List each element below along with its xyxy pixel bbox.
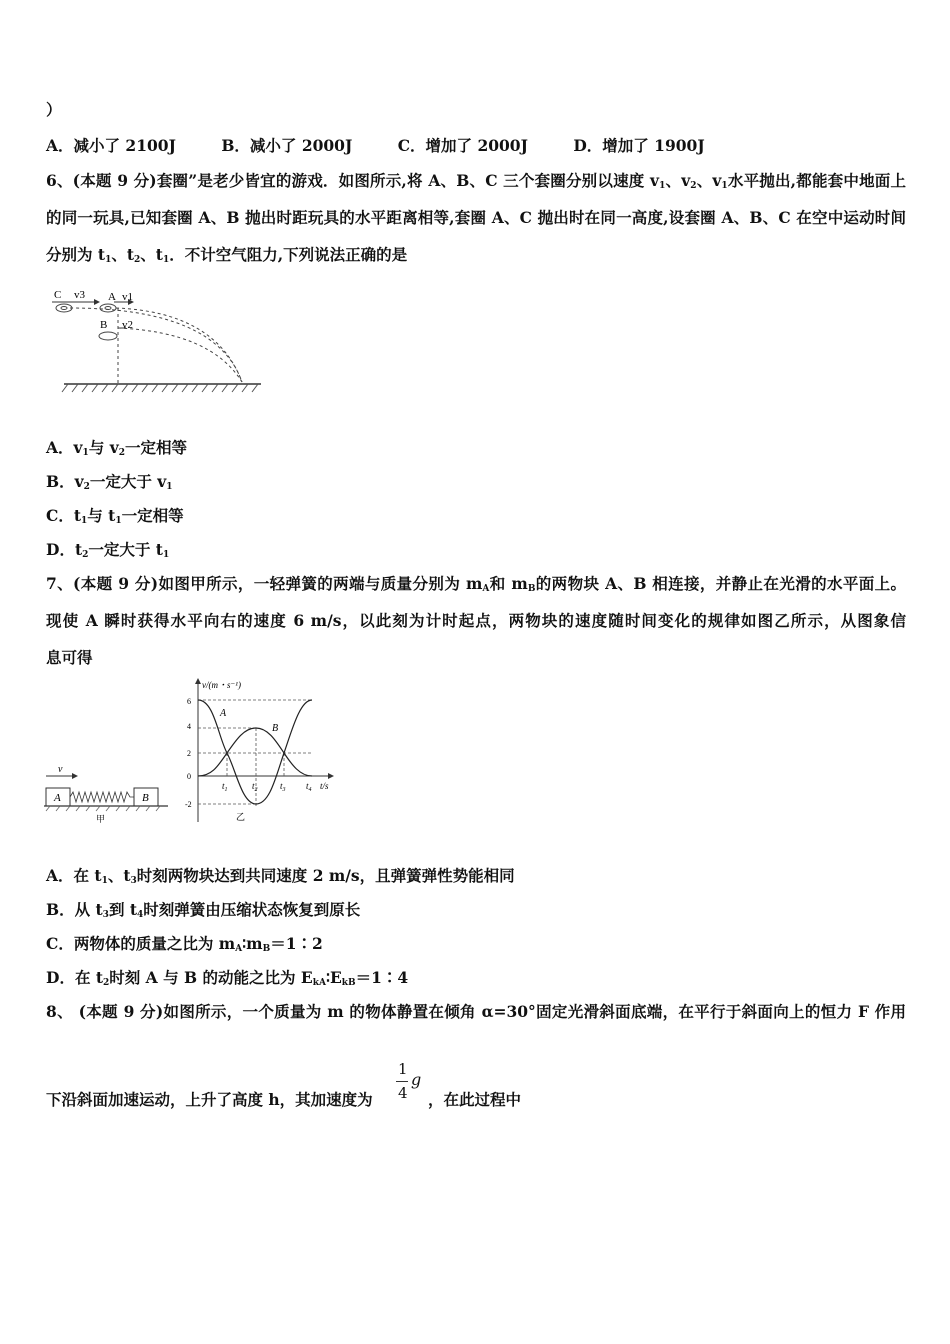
q5-options — [46, 136, 745, 156]
option-text: 减小了 2000J — [249, 136, 353, 155]
caption-yi: 乙 — [236, 812, 246, 822]
q6-option-a[interactable]: A．$v_1$与 $v_2$一定相等 — [46, 438, 187, 458]
t4-label: $t_4$ — [306, 781, 312, 793]
y-tick-neg2: -2 — [185, 800, 192, 809]
trajectory-c — [70, 308, 242, 382]
y-tick-4: 4 — [187, 722, 191, 731]
q7-stem-line1: 7、(本题 9 分)如图甲所示，一轻弹簧的两端与质量分别为 $m_A$和 $m_B$的两物块 A、B 相连接，并静止在光滑的水平面上。 — [46, 574, 906, 594]
option-label: C． — [397, 136, 426, 155]
spring — [70, 792, 134, 802]
frac-denominator: 4 — [398, 1084, 408, 1102]
q7-stem-line3: 息可得 — [46, 648, 93, 667]
curve-label-a: A — [220, 708, 227, 719]
q5-option-a[interactable] — [46, 136, 176, 156]
q7-figure-yi — [184, 676, 344, 826]
trajectory-a — [116, 308, 242, 382]
ring-a — [100, 304, 116, 312]
q6-stem-line2: 的同一玩具,已知套圈 A、B 抛出时距玩具的水平距离相等,套圈 A、C 抛出时在同一高度,设套圈 A、B、C 在空中运动时间 — [46, 208, 906, 227]
option-label: A． — [46, 136, 74, 155]
t3-label: $t_3$ — [280, 781, 286, 793]
label-a: A — [108, 291, 116, 303]
curve-b — [198, 728, 312, 776]
x-axis-label: t/s — [320, 781, 329, 791]
t2-label: $t_2$ — [252, 781, 258, 793]
label-a: A — [54, 792, 61, 804]
q6-option-c[interactable]: C．$t_1$与 $t_1$一定相等 — [46, 506, 184, 526]
t1-label: $t_1$ — [222, 781, 228, 793]
frac-bar — [396, 1081, 408, 1082]
q8-stem-line2-b: ，在此过程中 — [428, 1090, 522, 1109]
frac-numerator: 1 — [398, 1060, 408, 1078]
q8-stem-line1: 8、 (本题 9 分)如图所示，一个质量为 m 的物体静置在倾角 α=30°固定光滑斜面底端，在平行于斜面向上的恒力 F 作用 — [46, 1002, 906, 1021]
q6-ring-toss-figure — [46, 284, 266, 396]
ground-hatching — [62, 384, 258, 392]
q6-stem-line3: 分别为 $t_1$、$t_2$、$t_1$．不计空气阻力,下列说法正确的是 — [46, 245, 408, 265]
y-axis-label: v/(m・s⁻¹) — [202, 680, 241, 690]
frac-g: g — [411, 1070, 422, 1089]
option-text: 减小了 2100J — [73, 136, 176, 155]
trajectory-b — [118, 328, 242, 382]
q6-option-d[interactable]: D．$t_2$一定大于 $t_1$ — [46, 540, 170, 560]
label-v1: v1 — [122, 291, 133, 303]
label-v2: v2 — [122, 319, 133, 331]
q8-acceleration-fraction — [396, 1060, 426, 1110]
q7-option-d[interactable]: D．在 $t_2$时刻 A 与 B 的动能之比为 $E_{kA}∶E_{kB}=1∶4$ — [46, 968, 409, 988]
option-label: D． — [573, 136, 603, 155]
label-v3: v3 — [74, 289, 85, 301]
option-text: 增加了 1900J — [602, 136, 705, 155]
y-tick-6: 6 — [187, 697, 191, 706]
caption-jia: 甲 — [96, 814, 106, 824]
q6-stem-line1: 6、(本题 9 分)套圈”是老少皆宜的游戏．如图所示,将 A、B、C 三个套圈分别以速度 $v_1$、$v_2$、$v_1$水平抛出,都能套中地面上 — [46, 171, 906, 191]
label-b: B — [142, 792, 149, 804]
q7-option-a[interactable]: A．在 $t_1$、$t_3$时刻两物块达到共同速度 2 m/s，且弹簧弹性势能相同 — [46, 866, 515, 886]
y-tick-0: 0 — [187, 772, 191, 781]
label-b: B — [100, 319, 108, 331]
y-tick-2: 2 — [187, 749, 191, 758]
option-label: B． — [221, 136, 250, 155]
q5-option-b[interactable] — [221, 136, 352, 156]
q8-stem-line2-a: 下沿斜面加速运动，上升了高度 h，其加速度为 — [46, 1090, 373, 1109]
q7-figure-jia — [44, 760, 172, 828]
q5-option-c[interactable] — [398, 136, 528, 156]
ring-b — [99, 332, 117, 340]
q7-stem-line2: 现使 A 瞬时获得水平向右的速度 6 m/s，以此刻为计时起点，两物块的速度随时间变化的规律如图乙所示，从图象信 — [46, 611, 906, 630]
ring-c — [56, 304, 72, 312]
curve-label-b: B — [272, 723, 279, 734]
label-c: C — [54, 289, 62, 301]
option-text: 增加了 2000J — [425, 136, 528, 155]
prev-question-tail: ） — [46, 100, 62, 119]
label-v: v — [58, 764, 63, 775]
q5-option-d[interactable] — [573, 136, 704, 156]
q7-option-b[interactable]: B．从 $t_3$到 $t_4$时刻弹簧由压缩状态恢复到原长 — [46, 900, 361, 920]
q6-option-b[interactable]: B．$v_2$一定大于 $v_1$ — [46, 472, 173, 492]
q7-option-c[interactable]: C．两物体的质量之比为 $m_A∶m_B=1∶2$ — [46, 934, 323, 954]
